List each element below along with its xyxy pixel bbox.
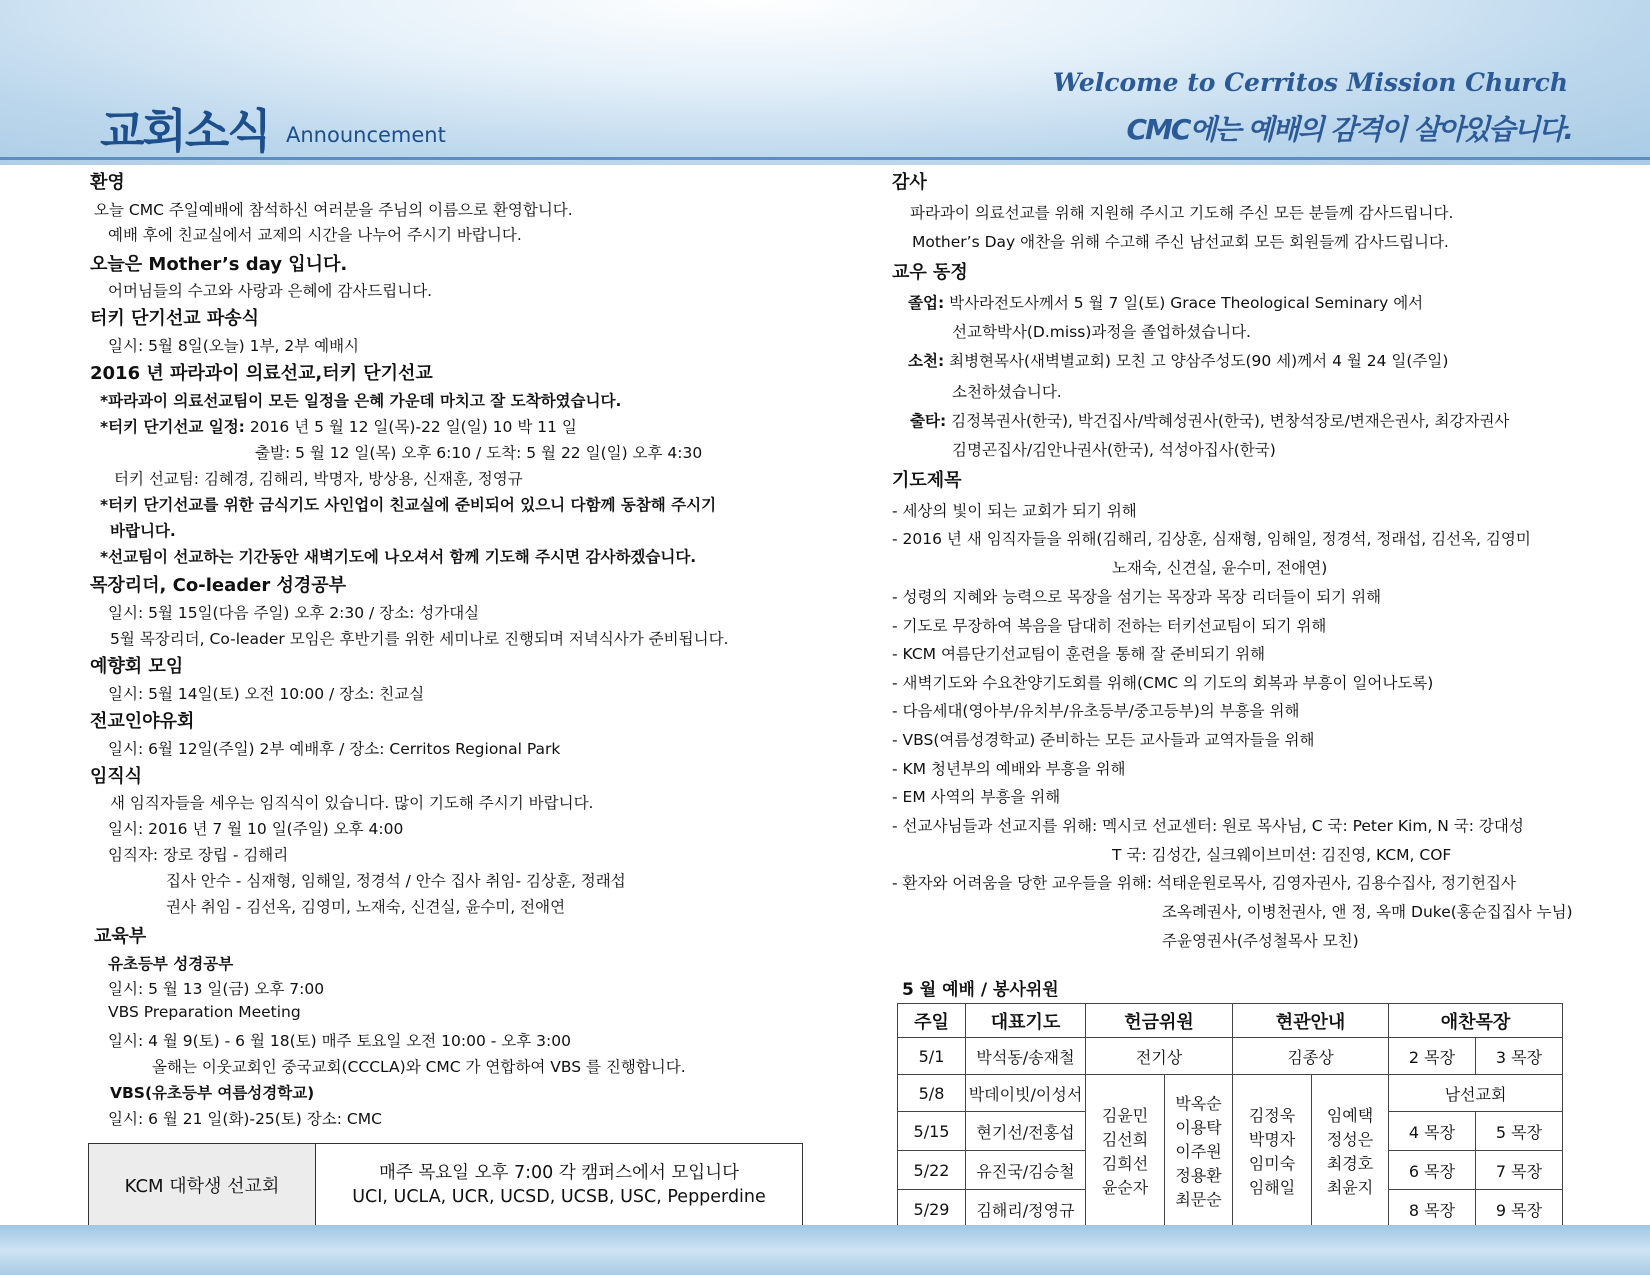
- offering-group-a: [1086, 1075, 1165, 1229]
- usher-group-b: [1312, 1075, 1389, 1229]
- usher-name: 정성은: [1326, 1129, 1374, 1149]
- column-header: 대표기도: [966, 1004, 1086, 1038]
- offering-cell: 전기상: [1086, 1038, 1233, 1075]
- kcm-schedule: 매주 목요일 오후 7:00 각 캠퍼스에서 모입니다: [378, 1162, 740, 1183]
- text-line: 일시: 2016 년 7 월 10 일(주일) 오후 4:00: [108, 820, 404, 838]
- text-line: 어머님들의 수고와 사랑과 은혜에 감사드립니다.: [108, 282, 433, 300]
- text-line: 일시: 5월 15일(다음 주일) 오후 2:30 / 장소: 성가대실: [108, 604, 480, 622]
- label: 졸업:: [908, 294, 945, 312]
- offering-name: 이용탁: [1175, 1117, 1222, 1137]
- fellowship-cell: 5 목장: [1476, 1112, 1563, 1151]
- column-header: 주일: [898, 1004, 966, 1038]
- prayer-item: 주윤영권사(주성철목사 모친): [1162, 932, 1359, 950]
- offering-name: 최문순: [1175, 1189, 1222, 1209]
- usher-name: 임예택: [1326, 1105, 1374, 1125]
- prayer-item: - 환자와 어려움을 당한 교우들을 위해: 석태운원로목사, 김영자권사, 김용수집사, 정기헌집사: [892, 874, 1516, 892]
- section-heading: 환영: [90, 172, 125, 193]
- welcome-banner: Welcome to Cerritos Mission Church: [1052, 68, 1568, 97]
- text-line: 일시: 6월 12일(주일) 2부 예배후 / 장소: Cerritos Regional Park: [108, 740, 561, 758]
- section-heading: 기도제목: [892, 470, 962, 491]
- date-cell: 5/29: [898, 1190, 966, 1229]
- text-line: 오늘 CMC 주일예배에 참석하신 여러분을 주님의 이름으로 환영합니다.: [94, 201, 573, 219]
- section-heading: 오늘은 Mother’s day 입니다.: [90, 254, 348, 275]
- fellowship-cell: 3 목장: [1476, 1038, 1563, 1075]
- value: 최병현목사(새벽별교회) 모친 고 양삼주성도(90 세)께서 4 월 24 일(주일): [949, 352, 1449, 370]
- prayer-item: 조옥례권사, 이병천권사, 앤 정, 옥매 Duke(홍순집집사 누님): [1162, 903, 1573, 921]
- offering-name: 김선희: [1101, 1129, 1149, 1149]
- fellowship-cell: 2 목장: [1389, 1038, 1476, 1075]
- column-header: 애찬목장: [1389, 1004, 1563, 1038]
- fellowship-cell: 남선교회: [1389, 1075, 1563, 1112]
- kcm-box: [88, 1143, 803, 1226]
- prayer-cell: 현기선/전홍섭: [966, 1112, 1086, 1151]
- section-heading: 전교인야유회: [90, 711, 195, 732]
- offering-name: 윤순자: [1101, 1177, 1149, 1197]
- text-line: [910, 409, 1509, 431]
- fellowship-cell: 6 목장: [1389, 1151, 1476, 1190]
- section-heading: 교우 동정: [892, 262, 968, 283]
- date-cell: 5/1: [898, 1038, 966, 1075]
- text-line: 5월 목장리더, Co-leader 모임은 후반기를 위한 세미나로 진행되며 저녁식사가 준비됩니다.: [110, 630, 729, 648]
- value: 김정복권사(한국), 박건집사/박혜성권사(한국), 변창석장로/변재은권사, 최강자권사: [951, 412, 1510, 430]
- usher-name: 임해일: [1248, 1177, 1296, 1197]
- section-heading: 감사: [892, 172, 927, 193]
- prayer-cell: 박석동/송재철: [966, 1038, 1086, 1075]
- usher-name: 박명자: [1248, 1129, 1296, 1149]
- prayer-item: - 선교사님들과 선교지를 위해: 멕시코 선교센터: 원로 목사님, C 국: Peter Kim, N 국: 강대성: [892, 817, 1524, 835]
- section-heading: 예향회 모임: [90, 656, 184, 677]
- page-subtitle: Announcement: [286, 123, 446, 147]
- text-line: [908, 291, 1423, 313]
- prayer-item: - KCM 여름단기선교팀이 훈련을 통해 잘 준비되기 위해: [892, 645, 1266, 663]
- text-line: 일시: 4 월 9(토) - 6 월 18(토) 매주 토요일 오전 10:00 - 오후 3:00: [108, 1032, 571, 1050]
- kcm-campuses: UCI, UCLA, UCR, UCSD, UCSB, USC, Pepperdine: [352, 1186, 766, 1207]
- text-line: 새 임직자들을 세우는 임직식이 있습니다. 많이 기도해 주시기 바랍니다.: [110, 794, 594, 812]
- prayer-item: T 국: 김성간, 실크웨이브미션: 김진영, KCM, COF: [1112, 846, 1452, 864]
- section-heading: 터키 단기선교 파송식: [90, 308, 260, 329]
- prayer-item: - 세상의 빛이 되는 교회가 되기 위해: [892, 502, 1137, 520]
- label: *터키 단기선교 일정:: [100, 418, 245, 436]
- table-row: [898, 1075, 1563, 1112]
- usher-group-a: [1233, 1075, 1312, 1229]
- text-line: *파라과이 의료선교팀이 모든 일정을 은혜 가운데 마치고 잘 도착하였습니다.: [100, 392, 622, 410]
- prayer-cell: 박데이빗/이성서: [966, 1075, 1086, 1112]
- label: 출타:: [910, 412, 947, 430]
- text-line: 집사 안수 - 심재형, 임해일, 정경석 / 안수 집사 취임- 김상훈, 정래섭: [166, 872, 626, 890]
- text-line: 김명곤집사/김안나권사(한국), 석성아집사(한국): [952, 441, 1276, 459]
- section-heading: 임직식: [90, 766, 143, 787]
- offering-name: 김윤민: [1101, 1105, 1149, 1125]
- prayer-cell: 유진국/김승철: [966, 1151, 1086, 1190]
- kcm-label: KCM 대학생 선교회: [89, 1144, 316, 1225]
- usher-name: 김정욱: [1248, 1105, 1296, 1125]
- usher-cell: 김종상: [1233, 1038, 1389, 1075]
- prayer-item: - 기도로 무장하여 복음을 담대히 전하는 터키선교팀이 되기 위해: [892, 617, 1327, 635]
- table-row: [898, 1038, 1563, 1075]
- prayer-item: - 새벽기도와 수요찬양기도회를 위해(CMC 의 기도의 회복과 부흥이 일어나도록): [892, 674, 1434, 692]
- fellowship-cell: 8 목장: [1389, 1190, 1476, 1229]
- section-heading: 2016 년 파라과이 의료선교,터키 단기선교: [90, 363, 433, 384]
- text-line: VBS Preparation Meeting: [108, 1003, 301, 1021]
- usher-name: 최윤지: [1326, 1177, 1374, 1197]
- text-line: [908, 349, 1448, 371]
- text-line: 유초등부 성경공부: [108, 955, 234, 973]
- usher-name: 최경호: [1326, 1153, 1374, 1173]
- label: 소천:: [908, 352, 945, 370]
- text-line: 소천하셨습니다.: [952, 383, 1062, 401]
- text-line: 임직자: 장로 장립 - 김해리: [108, 846, 289, 864]
- text-line: 터키 선교팀: 김혜경, 김해리, 박명자, 방상용, 신재훈, 정영규: [114, 470, 523, 488]
- fellowship-cell: 4 목장: [1389, 1112, 1476, 1151]
- offering-name: 김희선: [1101, 1153, 1149, 1173]
- fellowship-cell: 7 목장: [1476, 1151, 1563, 1190]
- text-line: 일시: 5월 14일(토) 오전 10:00 / 장소: 친교실: [108, 685, 425, 703]
- text-line: *터키 단기선교를 위한 금식기도 사인업이 친교실에 준비되어 있으니 다함께 동참해 주시기: [100, 496, 717, 514]
- prayer-item: - EM 사역의 부흥을 위해: [892, 788, 1061, 806]
- fellowship-cell: 9 목장: [1476, 1190, 1563, 1229]
- text-line: [100, 415, 577, 437]
- offering-name: 정용환: [1175, 1165, 1222, 1185]
- text-line: 선교학박사(D.miss)과정을 졸업하셨습니다.: [952, 323, 1251, 341]
- text-line: 올해는 이웃교회인 중국교회(CCCLA)와 CMC 가 연합하여 VBS 를 진행합니다.: [152, 1058, 686, 1076]
- text-line: 바랍니다.: [110, 522, 176, 540]
- date-cell: 5/22: [898, 1151, 966, 1190]
- date-cell: 5/8: [898, 1075, 966, 1112]
- text-line: 파라과이 의료선교를 위해 지원해 주시고 기도해 주신 모든 분들께 감사드립니다.: [910, 204, 1454, 222]
- prayer-item: - KM 청년부의 예배와 부흥을 위해: [892, 760, 1126, 778]
- page-title: 교회소식: [100, 104, 270, 158]
- kcm-info: [316, 1144, 802, 1225]
- prayer-item: - VBS(여름성경학교) 준비하는 모든 교사들과 교역자들을 위해: [892, 731, 1315, 749]
- offering-group-b: [1165, 1075, 1233, 1229]
- text-line: Mother’s Day 애찬을 위해 수고해 주신 남선교회 모든 회원들께 감사드립니다.: [912, 233, 1449, 251]
- text-line: *선교팀이 선교하는 기간동안 새벽기도에 나오셔서 함께 기도해 주시면 감사하겠습니다.: [100, 548, 697, 566]
- value: 박사라전도사께서 5 월 7 일(토) Grace Theological Seminary 에서: [949, 294, 1424, 312]
- text-line: 일시: 5월 8일(오늘) 1부, 2부 예배시: [108, 337, 360, 355]
- prayer-item: - 성령의 지혜와 능력으로 목장을 섬기는 목장과 목장 리더들이 되기 위해: [892, 588, 1382, 606]
- text-line: 권사 취임 - 김선옥, 김영미, 노재숙, 신견실, 윤수미, 전애연: [166, 898, 566, 916]
- column-header: 헌금위원: [1086, 1004, 1233, 1038]
- footer-background: [0, 1225, 1650, 1275]
- text-line: 일시: 6 월 21 일(화)-25(토) 장소: CMC: [108, 1110, 382, 1128]
- text-line: VBS(유초등부 여름성경학교): [110, 1084, 315, 1102]
- section-heading: 교육부: [94, 926, 147, 947]
- column-header: 현관안내: [1233, 1004, 1389, 1038]
- prayer-cell: 김해리/정영규: [966, 1190, 1086, 1229]
- table-header-row: [898, 1004, 1563, 1038]
- prayer-item: 노재숙, 신견실, 윤수미, 전애연): [1112, 559, 1328, 577]
- usher-name: 임미숙: [1248, 1153, 1296, 1173]
- offering-name: 이주원: [1175, 1141, 1222, 1161]
- date-cell: 5/15: [898, 1112, 966, 1151]
- offering-name: 박옥순: [1175, 1093, 1222, 1113]
- prayer-item: - 2016 년 새 임직자들을 위해(김해리, 김상훈, 심재형, 임해일, 정경석, 정래섭, 김선옥, 김영미: [892, 530, 1531, 548]
- church-motto: CMC에는 예배의 감격이 살아있습니다.: [1126, 113, 1572, 146]
- text-line: 예배 후에 친교실에서 교제의 시간을 나누어 주시기 바랍니다.: [108, 226, 522, 244]
- section-heading: 목장리더, Co-leader 성경공부: [90, 575, 347, 596]
- value: 2016 년 5 월 12 일(목)-22 일(일) 10 박 11 일: [244, 418, 577, 436]
- prayer-item: - 다음세대(영아부/유치부/유초등부/중고등부)의 부흥을 위해: [892, 702, 1300, 720]
- text-line: 일시: 5 월 13 일(금) 오후 7:00: [108, 980, 325, 998]
- text-line: 출발: 5 월 12 일(목) 오후 6:10 / 도착: 5 월 22 일(일) 오후 4:30: [255, 444, 703, 462]
- service-table-title: 5 월 예배 / 봉사위원: [902, 980, 1059, 1000]
- service-table: [897, 1003, 1563, 1229]
